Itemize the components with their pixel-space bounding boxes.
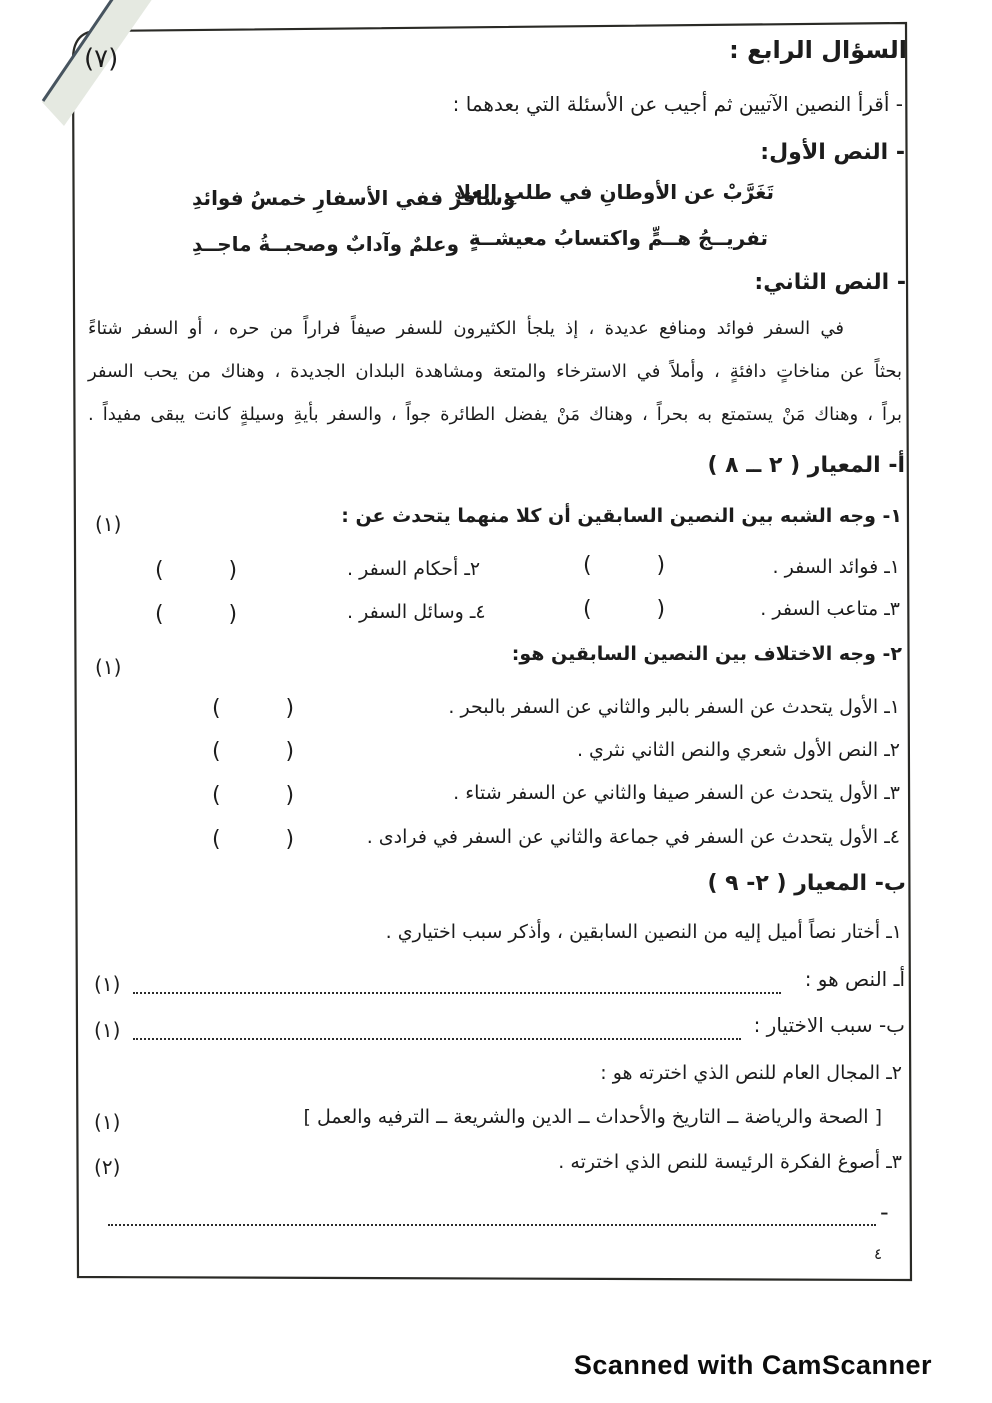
blank-b-answer-line [133,1038,741,1040]
q2-option-2: ٢ـ النص الأول شعري والنص الثاني نثري . [576,739,900,761]
poem-verse2-right: تفريــجُ هــمٍّ واكتسابُ معيشــةٍ [468,226,768,250]
text2-line-2: بحثاً عن مناخاتٍ دافئةٍ ، وأملاً في الاسترخاء والمتعة ومشاهدة البلدان الجديدة ، وهناك من يحب السفر [88,361,902,382]
q2-option-1-answer-parens: ( ) [212,696,296,721]
q1-option-2: ٢ـ أحكام السفر . [347,558,481,580]
bottom-answer-dash: - [880,1198,889,1226]
score-badge: (٧) [84,44,119,74]
section-b-q2-text: ٢ـ المجال العام للنص الذي اخترته هو : [600,1062,902,1084]
q2-option-1: ١ـ الأول يتحدث عن السفر بالبر والثاني عن السفر بالبحر . [448,696,900,718]
text2-title: - النص الثاني: [754,270,906,295]
poem-verse2-left: وعلمٌ وآدابٌ وصحبــةُ ماجــدِ [192,232,460,256]
blank-a-answer-line [133,992,781,994]
q1-option-2-answer-parens: ( ) [155,558,239,583]
poem-verse1-right: تَغَرَّبْ عن الأوطانِ في طلبِ العلا [456,180,774,204]
q1-option-4: ٤ـ وسائل السفر . [347,601,486,623]
blank-b-label: ب- سبب الاختيار : [753,1013,905,1037]
bottom-answer-line [108,1224,876,1226]
section-b-q3-mark: (٢) [94,1155,121,1179]
q1-option-3-answer-parens: ( ) [583,597,667,622]
section-a-q2-mark: (١) [95,655,122,679]
page-number: ٤ [874,1245,883,1263]
blank-b-mark: (١) [94,1018,121,1042]
camscanner-watermark: Scanned with CamScanner [573,1350,932,1380]
q2-option-4: ٤ـ الأول يتحدث عن السفر في جماعة والثاني عن السفر في فرادى . [366,826,900,848]
blank-a-label: أـ النص هو : [804,967,905,991]
instruction-line: - أقرأ النصين الآتيين ثم أجيب عن الأسئلة التي بعدهما : [452,92,903,116]
q1-option-3: ٣ـ متاعب السفر . [760,598,900,620]
poem-verse1-left: وسافرْ ففي الأسفارِ خمسُ فوائدِ [192,186,516,210]
blank-a-mark: (١) [94,972,121,996]
text1-title: - النص الأول: [760,140,905,165]
text2-line-3: براً ، وهناك مَنْ يستمتع به بحراً ، وهناك مَنْ يفضل الطائرة جواً ، والسفر بأيةِ وسيلةٍ كانت يبقى مفيداً . [88,404,902,425]
q1-option-1: ١ـ فوائد السفر . [772,556,900,578]
section-a-q2-text: ٢- وجه الاختلاف بين النصين السابقين هو: [511,643,902,665]
section-b-title: ب- المعيار ( ٢- ٩ ) [707,871,906,896]
q2-option-2-answer-parens: ( ) [212,739,296,764]
section-a-q1-text: ١- وجه الشبه بين النصين السابقين أن كلا منهما يتحدث عن : [341,505,902,527]
question-title: السؤال الرابع : [729,36,907,64]
q1-option-1-answer-parens: ( ) [583,553,667,578]
q1-option-4-answer-parens: ( ) [155,602,239,627]
section-b-q3-text: ٣ـ أصوغ الفكرة الرئيسة للنص الذي اخترته . [558,1151,902,1173]
domain-choices-mark: (١) [94,1110,121,1134]
domain-choices-list: [ الصحة والرياضة ــ التاريخ والأحداث ــ الدين والشريعة ــ الترفيه والعمل ] [303,1106,882,1128]
q2-option-3-answer-parens: ( ) [212,783,296,808]
q2-option-3: ٣ـ الأول يتحدث عن السفر صيفا والثاني عن السفر شتاء . [453,782,900,804]
section-b-q1-text: ١ـ أختار نصاً أميل إليه من النصين السابقين ، وأذكر سبب اختياري . [385,921,902,943]
section-a-title: أ- المعيار ( ٢ ــ ٨ ) [707,453,905,478]
q2-option-4-answer-parens: ( ) [212,827,296,852]
text2-line-1: في السفر فوائد ومنافع عديدة ، إذ يلجأ الكثيرون للسفر صيفاً فراراً من حره ، أو السفر شتاءً [88,318,844,339]
section-a-q1-mark: (١) [95,512,122,536]
